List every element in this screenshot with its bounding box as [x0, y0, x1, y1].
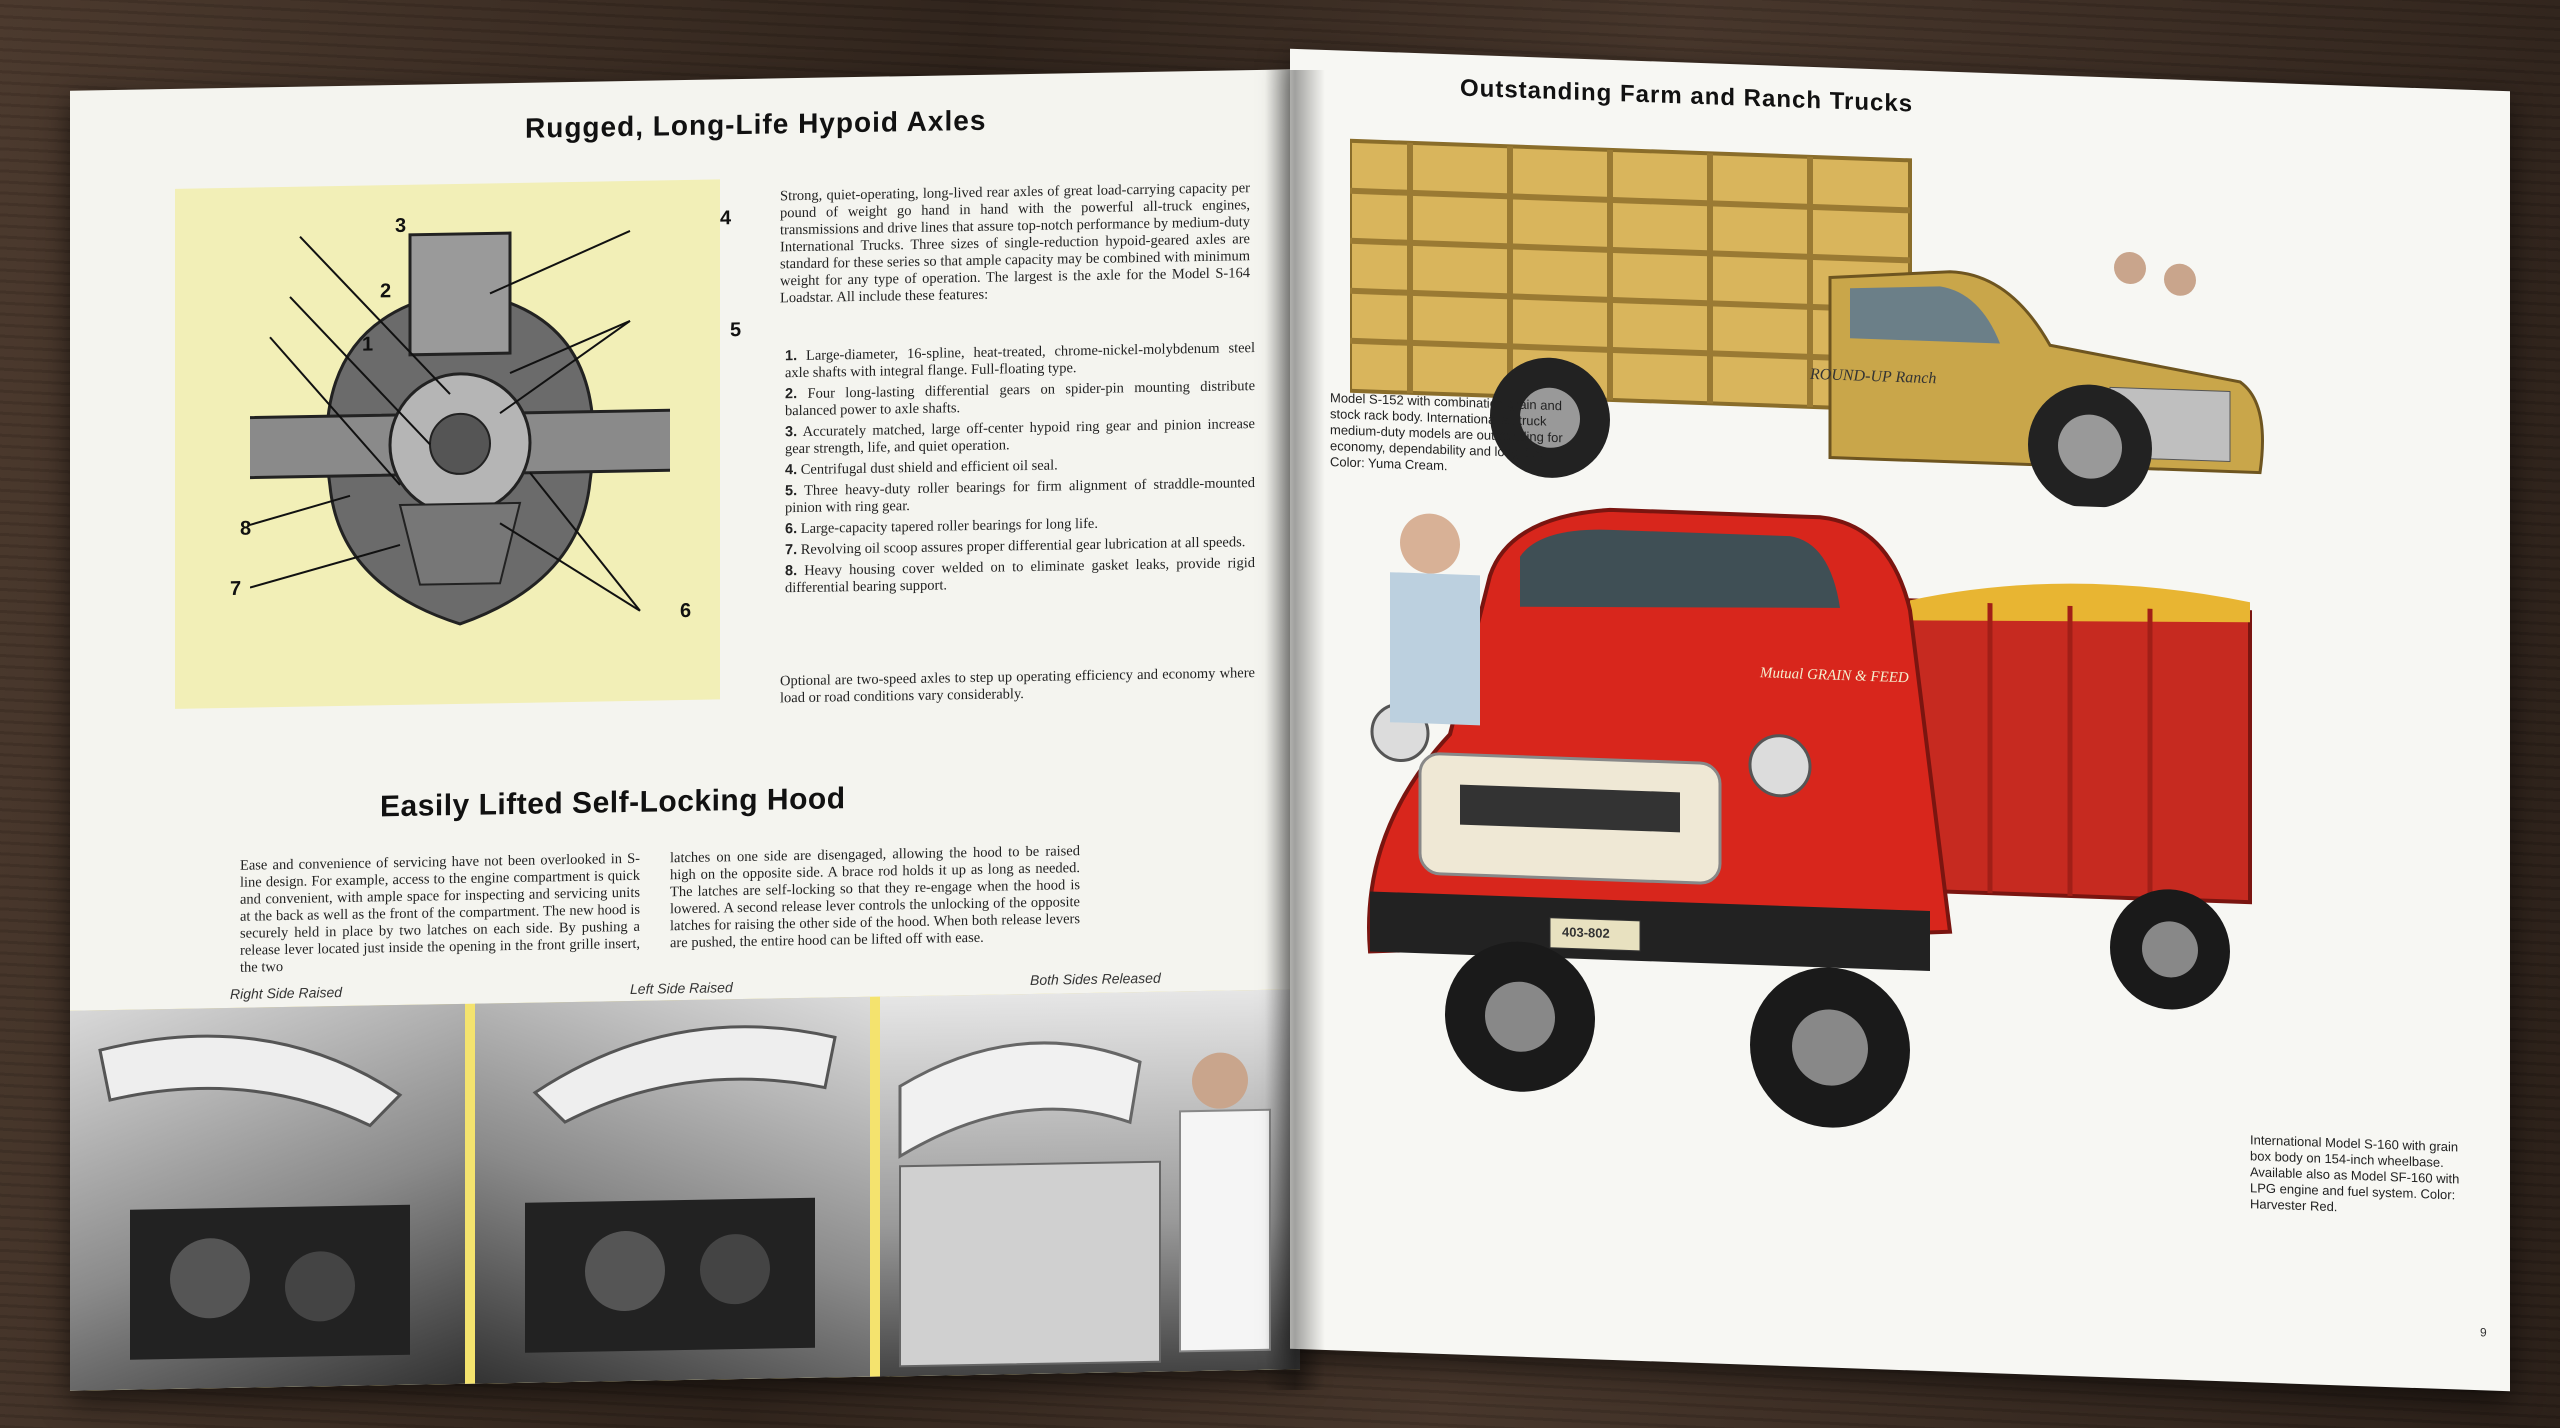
feature-item [785, 340, 1255, 382]
feature-text: Four long-lasting differential gears on spider-pin mounting distribute balanced power to axle shafts. [785, 378, 1256, 420]
callout-5: 5 [730, 319, 742, 342]
photo-left-side-raised [475, 997, 870, 1384]
callout-2: 2 [380, 280, 392, 303]
axle-features-list [785, 340, 1255, 601]
photo-caption-left-side: Left Side Raised [630, 979, 733, 997]
truck1-caption: Model S-152 with combination grain and stock rack body. International all truck medium-duty models are outstanding for economy, dependability and long life. Color: Yuma Cream. [1330, 390, 1563, 474]
axles-intro: Strong, quiet-operating, long-lived rear axles of great load-carrying capacity per pound of weight go hand in hand with the powerful all-truck engines, transmissions and drive lines that assure top-notch performance by medium-duty International Trucks. Three sizes of single-reduction hypoid-geared axles are standard for these series so that ample capacity may be combined with minimum weight for any type of operation. The largest is the axle for the Model S-164 Loadstar. All include these features: [780, 179, 1250, 306]
truck2-caption: International Model S-160 with grain box body on 154-inch wheelbase. Available also as Model SF-160 with LPG engine and fuel system. Color: Harvester Red. [2250, 1132, 2460, 1215]
mechanic-photo-icon [880, 989, 1300, 1376]
feature-item [785, 378, 1255, 420]
axle-cutaway-icon [250, 220, 670, 667]
optional-axles-note: Optional are two-speed axles to step up operating efficiency and economy where load or road conditions vary considerably. [780, 664, 1255, 706]
left-page [70, 69, 1300, 1390]
farm-trucks-title: Outstanding Farm and Ranch Trucks [1460, 74, 1914, 118]
feature-number: 1. [785, 348, 798, 365]
right-page [1290, 49, 2510, 1392]
feature-number: 6. [785, 521, 798, 538]
book-gutter [1265, 70, 1325, 1390]
feature-number: 4. [785, 462, 798, 479]
hood-photo-strip [70, 989, 1300, 1390]
feature-text: Accurately matched, large off-center hypoid ring gear and pinion increase gear strength, life, and quiet operation. [785, 416, 1255, 458]
callout-1: 1 [362, 333, 374, 356]
feature-number: 7. [785, 542, 798, 559]
feature-text: Centrifugal dust shield and efficient oil seal. [800, 457, 1058, 478]
feature-text: Heavy housing cover welded on to eliminate gasket leaks, provide rigid differential bearing support. [785, 555, 1255, 597]
callout-7: 7 [230, 577, 242, 600]
photo-caption-right-side: Right Side Raised [230, 983, 343, 1002]
feature-number: 5. [785, 483, 798, 500]
page-number: 9 [2480, 1325, 2487, 1340]
hood-title: Easily Lifted Self-Locking Hood [380, 782, 846, 824]
feature-item [785, 475, 1255, 517]
photo-right-side-raised [70, 1004, 465, 1391]
callout-6: 6 [680, 599, 692, 623]
truck1-door-lettering: ROUND-UP Ranch [1810, 365, 1937, 388]
axles-title: Rugged, Long-Life Hypoid Axles [525, 104, 987, 144]
photo-both-sides-released [880, 989, 1300, 1376]
callout-3: 3 [395, 214, 407, 238]
feature-number: 3. [785, 424, 798, 441]
feature-text: Large-diameter, 16-spline, heat-treated, chrome-nickel-molybdenum steel axle shafts with integral flange. Full-floating type. [785, 340, 1256, 382]
feature-number: 8. [785, 563, 798, 580]
feature-number: 2. [785, 386, 798, 403]
feature-text: Revolving oil scoop assures proper differential gear lubrication at all speeds. [800, 534, 1246, 558]
feature-text: Three heavy-duty roller bearings for firm alignment of straddle-mounted pinion with ring gear. [785, 475, 1255, 517]
feature-text: Large-capacity tapered roller bearings for long life. [800, 515, 1098, 537]
callout-4: 4 [720, 207, 732, 230]
feature-item [785, 416, 1255, 458]
truck2-license-plate: 403-802 [1562, 924, 1610, 941]
photo-caption-both-sides: Both Sides Released [1030, 969, 1161, 988]
engine-photo-icon [475, 997, 870, 1384]
open-brochure [70, 70, 2510, 1390]
engine-photo-icon [70, 1004, 465, 1391]
truck-red-grain-icon [1350, 451, 2270, 1283]
hood-text-column-1: Ease and convenience of servicing have not been overlooked in S-line design. For example, access to the engine compartment is quick and convenient, with ample space for inspecting and servicing units at the back as well as the front of the compartment. The new hood is securely held in place by two latches on each side. By pushing a release lever located just inside the opening in the front grille insert, the two [240, 850, 640, 976]
hood-text-column-2: latches on one side are disengaged, allowing the hood to be raised high on the opposite side. A brace rod holds it up as long as needed. The latches are self-locking so that they re-engage when the hood is lowered. A second release lever controls the unlocking of the opposite latches for raising the other side of the hood. When both release levers are pushed, the entire hood can be lifted off with ease. [670, 842, 1080, 951]
feature-item [785, 555, 1255, 597]
callout-8: 8 [240, 517, 252, 540]
truck2-door-lettering: Mutual GRAIN & FEED [1760, 665, 1909, 687]
